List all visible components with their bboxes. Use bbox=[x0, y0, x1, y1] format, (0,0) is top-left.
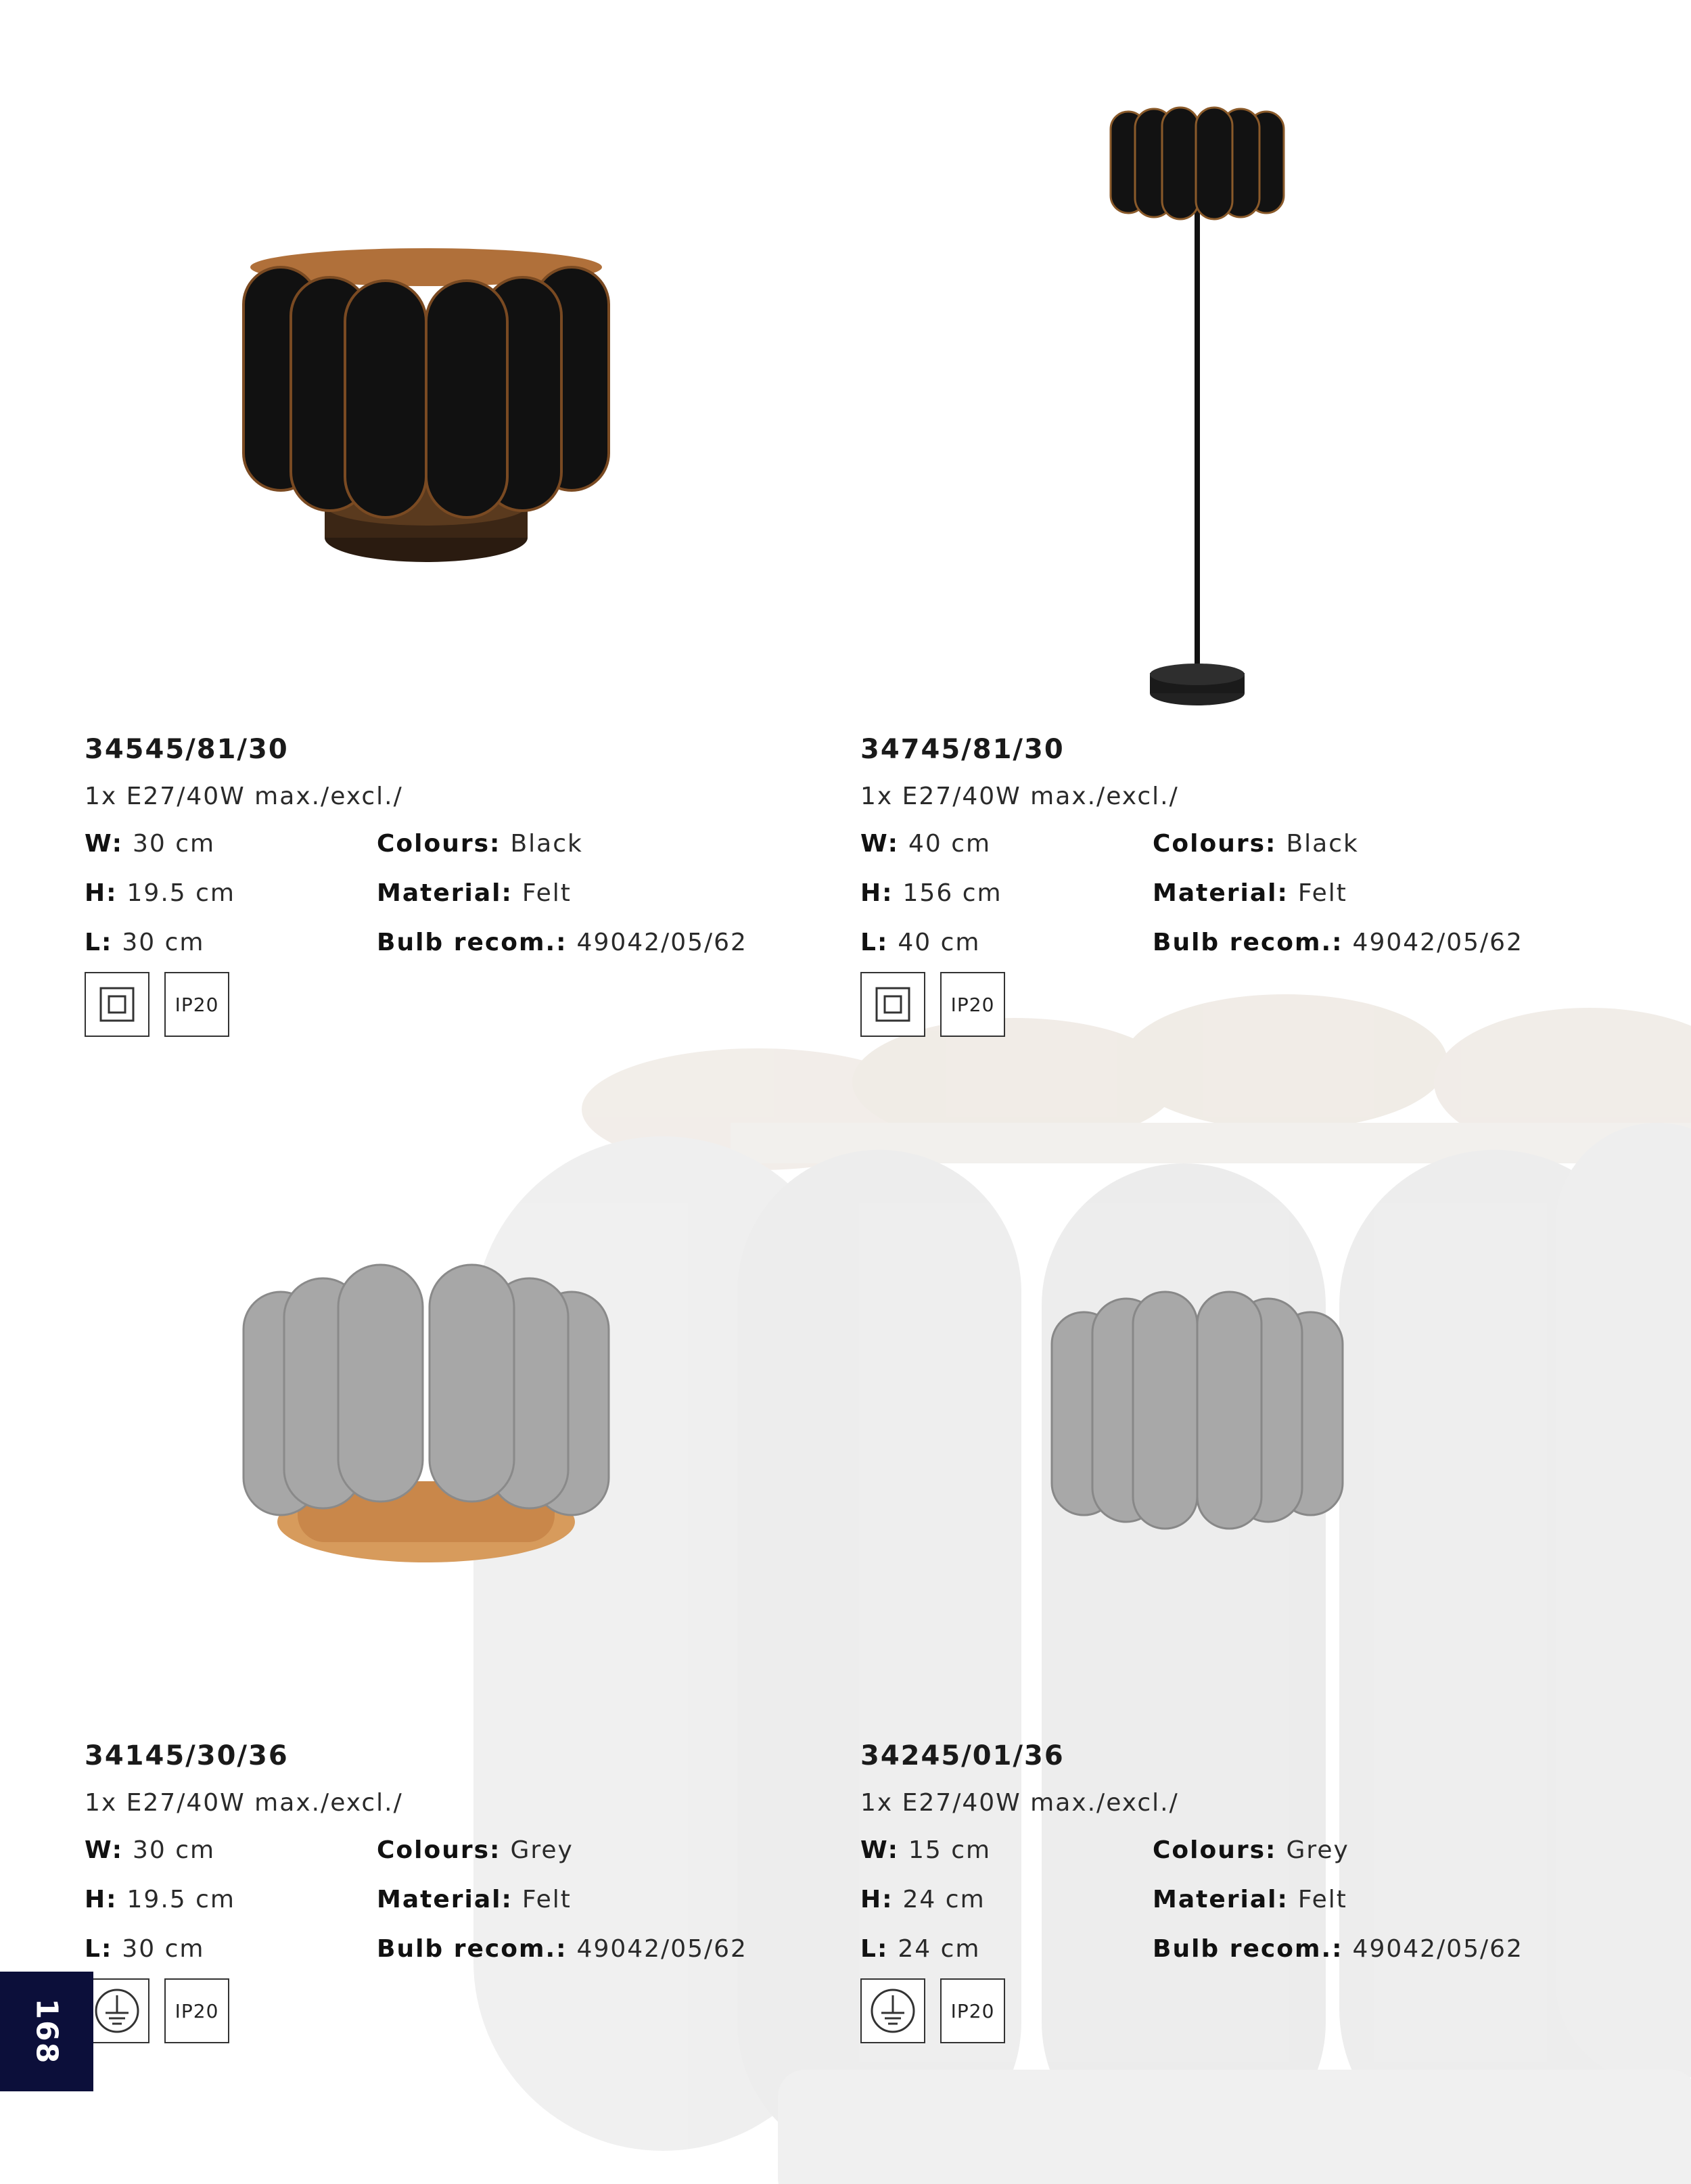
bulb-recom-spec: Bulb recom.: 49042/05/62 bbox=[377, 929, 747, 956]
bulb-recom-spec: Bulb recom.: 49042/05/62 bbox=[1153, 1935, 1523, 1963]
width-spec: W: 15 cm bbox=[860, 1836, 992, 1864]
spec-table bbox=[85, 820, 842, 969]
product-code: 34145/30/36 bbox=[85, 1740, 289, 1771]
width-spec: W: 40 cm bbox=[860, 830, 992, 858]
earth-ground-icon bbox=[860, 1978, 925, 2043]
height-spec: H: 24 cm bbox=[860, 1886, 986, 1913]
product-block-34245 bbox=[860, 1740, 1618, 2046]
height-spec: H: 19.5 cm bbox=[85, 879, 235, 907]
spec-table bbox=[860, 820, 1618, 969]
product-photo-table-lamp-black bbox=[230, 240, 622, 578]
certification-icons bbox=[860, 972, 1618, 1040]
double-insulation-icon bbox=[85, 972, 149, 1037]
length-spec: L: 30 cm bbox=[85, 1935, 205, 1963]
ip-rating-badge: IP20 bbox=[940, 1978, 1005, 2043]
double-insulation-icon bbox=[860, 972, 925, 1037]
spec-table bbox=[860, 1827, 1618, 1976]
page-number: 168 bbox=[29, 1998, 64, 2065]
product-photo-wall-lamp-grey bbox=[1045, 1285, 1349, 1549]
width-spec: W: 30 cm bbox=[85, 830, 216, 858]
product-code: 34545/81/30 bbox=[85, 734, 289, 765]
material-spec: Material: Felt bbox=[1153, 879, 1347, 907]
product-block-34545 bbox=[85, 734, 842, 1040]
product-code: 34745/81/30 bbox=[860, 734, 1065, 765]
ip-rating-badge: IP20 bbox=[164, 1978, 229, 2043]
material-spec: Material: Felt bbox=[377, 879, 572, 907]
height-spec: H: 156 cm bbox=[860, 879, 1002, 907]
bulb-recom-spec: Bulb recom.: 49042/05/62 bbox=[377, 1935, 747, 1963]
product-photo-ceiling-lamp-grey bbox=[237, 1251, 616, 1576]
ip-rating-badge: IP20 bbox=[164, 972, 229, 1037]
bulb-spec: 1x E27/40W max./excl./ bbox=[85, 1789, 403, 1817]
product-photo-floor-lamp-black bbox=[1103, 105, 1292, 727]
product-block-34745 bbox=[860, 734, 1618, 1040]
bulb-spec: 1x E27/40W max./excl./ bbox=[860, 1789, 1179, 1817]
certification-icons bbox=[860, 1978, 1618, 2046]
page-number-tab bbox=[0, 1972, 93, 2091]
colours-spec: Colours: Grey bbox=[1153, 1836, 1349, 1864]
product-code: 34245/01/36 bbox=[860, 1740, 1065, 1771]
length-spec: L: 24 cm bbox=[860, 1935, 981, 1963]
height-spec: H: 19.5 cm bbox=[85, 1886, 235, 1913]
colours-spec: Colours: Grey bbox=[377, 1836, 574, 1864]
bulb-recom-spec: Bulb recom.: 49042/05/62 bbox=[1153, 929, 1523, 956]
length-spec: L: 30 cm bbox=[85, 929, 205, 956]
certification-icons bbox=[85, 1978, 842, 2046]
spec-table bbox=[85, 1827, 842, 1976]
material-spec: Material: Felt bbox=[377, 1886, 572, 1913]
colours-spec: Colours: Black bbox=[377, 830, 583, 858]
ip-rating-badge: IP20 bbox=[940, 972, 1005, 1037]
certification-icons bbox=[85, 972, 842, 1040]
width-spec: W: 30 cm bbox=[85, 1836, 216, 1864]
material-spec: Material: Felt bbox=[1153, 1886, 1347, 1913]
length-spec: L: 40 cm bbox=[860, 929, 981, 956]
earth-ground-icon bbox=[85, 1978, 149, 2043]
bulb-spec: 1x E27/40W max./excl./ bbox=[860, 783, 1179, 810]
bulb-spec: 1x E27/40W max./excl./ bbox=[85, 783, 403, 810]
product-block-34145 bbox=[85, 1740, 842, 2046]
colours-spec: Colours: Black bbox=[1153, 830, 1359, 858]
